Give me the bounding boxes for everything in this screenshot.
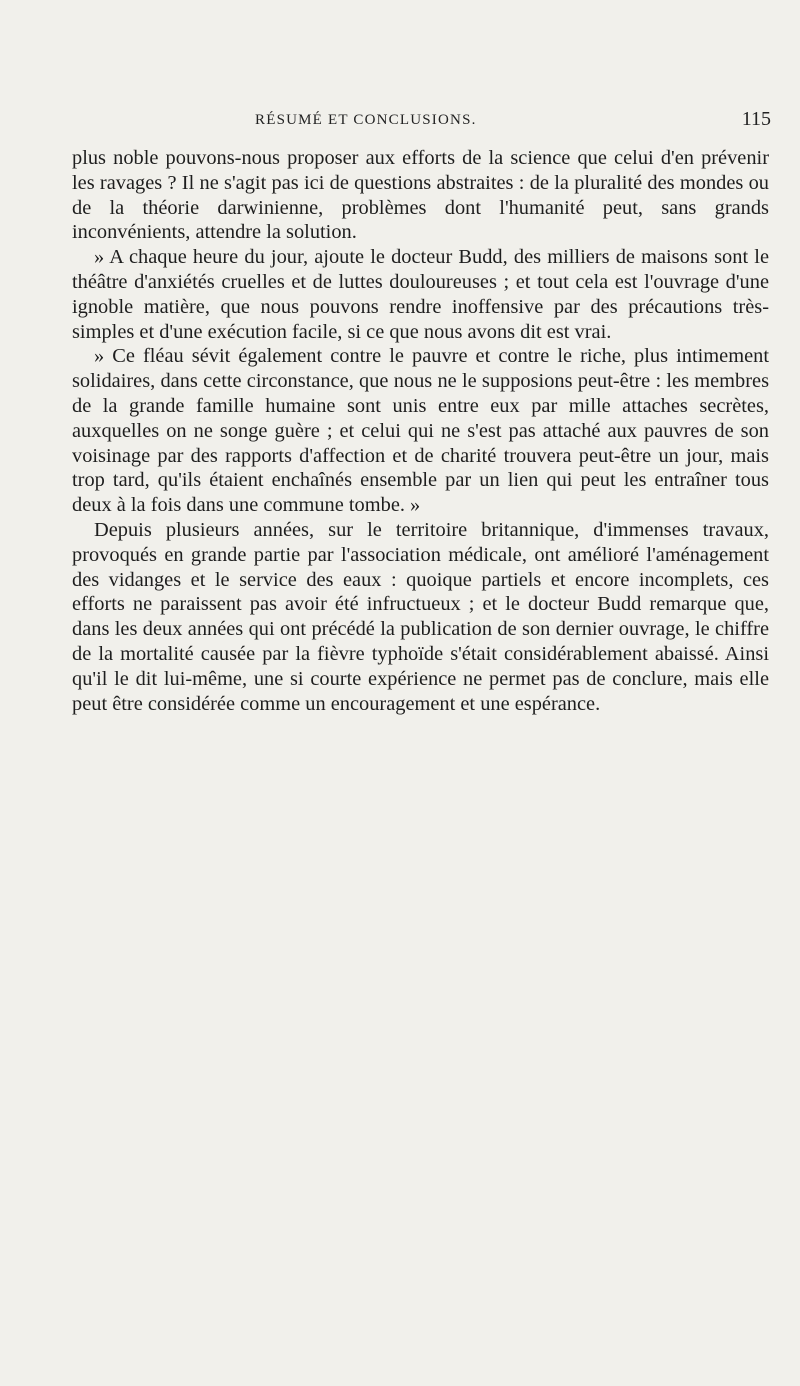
paragraph-quote-fleau: » Ce fléau sévit également contre le pauvre et contre le riche, plus intimement solidaires, dans cette circonstance, que nous ne le supposions peut-être : les membres de la grande famille humaine sont unis entre eux par mille attaches secrètes, auxquelles on ne songe guère ; et celui qui ne s'est pas attaché aux pauvres de son voisinage par des rapports d'affection et de charité trouvera peut-être un jour, mais trop tard, qu'ils étaient enchaînés ensemble par un lien qui peut les entraîner tous deux à la fois dans une commune tombe. » [72,345,769,517]
paragraph-depuis: Depuis plusieurs années, sur le territoire britannique, d'immenses travaux, provoqués en grande partie par l'association médicale, ont amélioré l'aménagement des vidanges et le service des eaux : quoique partiels et encore incomplets, ces efforts ne paraissent pas avoir été infructueux ; et le docteur Budd remarque que, dans les deux années qui ont précédé la publication de son dernier ouvrage, le chiffre de la mortalité causée par la fièvre typhoïde s'était considérablement abaissé. Ainsi qu'il le dit lui-même, une si courte expérience ne permet pas de conclure, mais elle peut être considérée comme un encouragement et une espérance. [72,518,769,715]
paragraph-quote-budd: » A chaque heure du jour, ajoute le docteur Budd, des milliers de maisons sont le théâtre d'anxiétés cruelles et de luttes douloureuses ; et tout cela est l'ouvrage d'une ignoble matière, que nous pouvons rendre inoffensive par des précautions très-simples et d'une exécution facile, si ce que nous avons dit est vrai. [72,246,769,343]
page-header [255,108,771,138]
page-number: 115 [741,108,771,130]
paragraph-continuation: plus noble pouvons-nous proposer aux efforts de la science que celui d'en prévenir les ravages ? Il ne s'agit pas ici de questions abstraites : de la pluralité des mondes ou de la théorie darwinienne, problèmes dont l'humanité peut, sans grands inconvénients, attendre la solution. [72,147,769,244]
running-head: RÉSUMÉ ET CONCLUSIONS. [255,112,477,128]
body-text [72,146,769,716]
